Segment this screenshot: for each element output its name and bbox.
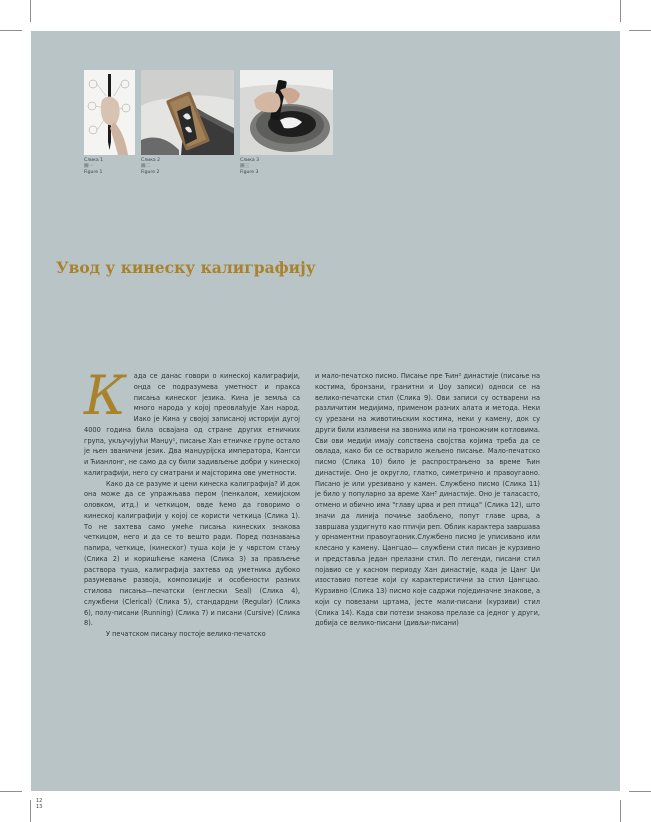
paragraph: Како да се разуме и цени кинеска калиграфија? И док она може да се упражњава пером (пенкалом, хемијском оловком, итд.) и четкицом, овде ћемо да говоримо о кинеској калиграфији у којој се користи четкица (Слика 1). То не захтева само умеће писања кинеских знакова четкицом, него и да се то вешто ради. Поред познавања папира, четкице, (кинеског) туша који је у чврстом стању (Слика 2) и коришћење камена (Слика 3) за прављење раствора туша, калиграфија захтева од уметника дубоко разумевање развоја, композиције и особености разних стилова писања—печатски (енглески Seal) (Слика 4), службени (Clerical) (Слика 5), стандардни (Regular) (Слика 6), полу-писани (Running) (Слика 7) и писани (Cursive) (Слика 8). — [84, 479, 300, 628]
caption-line: Слика 3 — [240, 158, 260, 163]
caption-line: 圖一 — [84, 164, 94, 169]
right-text-column — [315, 371, 540, 629]
page-number-left: 12 — [36, 798, 43, 804]
figure-3-caption — [240, 158, 259, 176]
caption-line: Figure 3 — [240, 170, 259, 175]
page-number-right: 13 — [36, 804, 43, 810]
figure-2-image — [141, 70, 234, 155]
caption-line: Слика 2 — [141, 158, 161, 163]
caption-line: 圖三 — [240, 164, 250, 169]
crop-mark — [620, 0, 621, 22]
caption-line: Figure 2 — [141, 170, 160, 175]
caption-line: Figure 1 — [84, 170, 103, 175]
crop-mark — [0, 791, 22, 792]
crop-mark — [629, 30, 651, 31]
paragraph: ада се данас говори о кинеској калиграфији, онда се подразумева уметност и пракса писања кинеског језика. Кина је земља са много народа у којој преовлађује Хан народ. Иако је Кина у својој записаној историји дугој 4000 година била освајана од стране других етничких група, укључујући Манџу¹, писање Хан етничке групе остало је њен званични језик. Два манџурijска императора, Кангси и Ћианлонг, не само да су били задивљење добри у кинеској калиграфији, него су сматрани и мајсторима ове уметности. — [84, 372, 300, 477]
figure-1-image — [84, 70, 135, 155]
paragraph: У печатском писању постоје велико-печатско — [106, 630, 266, 638]
crop-mark — [30, 800, 31, 822]
crop-mark — [0, 30, 22, 31]
caption-line: 圖二 — [141, 164, 151, 169]
figure-3-image — [240, 70, 333, 155]
crop-mark — [629, 791, 651, 792]
caption-line: Слика 1 — [84, 158, 104, 163]
figure-1-caption — [84, 158, 103, 176]
drop-cap: К — [84, 364, 126, 427]
paragraph: и мало-печатско писмо. Писање пре Ћин² династије (писање на костима, бронзани, гранитни и Џоу записи) односи се на велико-печатски стил (Слика 9). Ови записи су остварени на различитим медијима, применом разних алата и метода. Неки су урезани на животињским костима, неки у камену, док су други били изливени на звонима или на троножним котловима. Сви ови медији имају сопствена својства којима треба да се овлада, како би се остварило жељено писање. Мало-печатско писмо (Слика 10) било је распрострањено за време Ћин династије. Оно је округло, глатко, симетрично и правоугаоно. Писано је или урезивано у камен. Службено писмо (Слика 11) је било у популарно за време Хан³ династије. Оно је таласасто, отмено и обично има "главу црва и реп птица" (Слика 12), што значи да линија почиње заобљено, попут главе црва, а завршава уздигнуто као птичји реп. Облик карактера завршава у орнаментни правоугаоник.Службено писмо је уписивано или клесано у камену. Цангцао— службени стил писан је курзивно и представља један прелазни стил. По легенди, писани стил појавио се у касном периоду Хан династије, када је Цанг Џи изоставио потезе који су карактеристични за стил Цангцао. Курзивно (Слика 13) писмо које садржи појединачне знакове, а који су повезани цртама, јесте мали-писани (курзиви) стил (Слика 14). Када сви потези знакова прелазе са једног у други, добија се велико-писани (дивљи-писани) — [315, 372, 540, 628]
crop-mark — [30, 0, 31, 22]
page-number — [36, 798, 42, 810]
crop-mark — [620, 800, 621, 822]
article-title: Увод у кинеску калиграфију — [56, 258, 316, 278]
left-text-column — [84, 364, 300, 640]
figure-2-caption — [141, 158, 160, 176]
